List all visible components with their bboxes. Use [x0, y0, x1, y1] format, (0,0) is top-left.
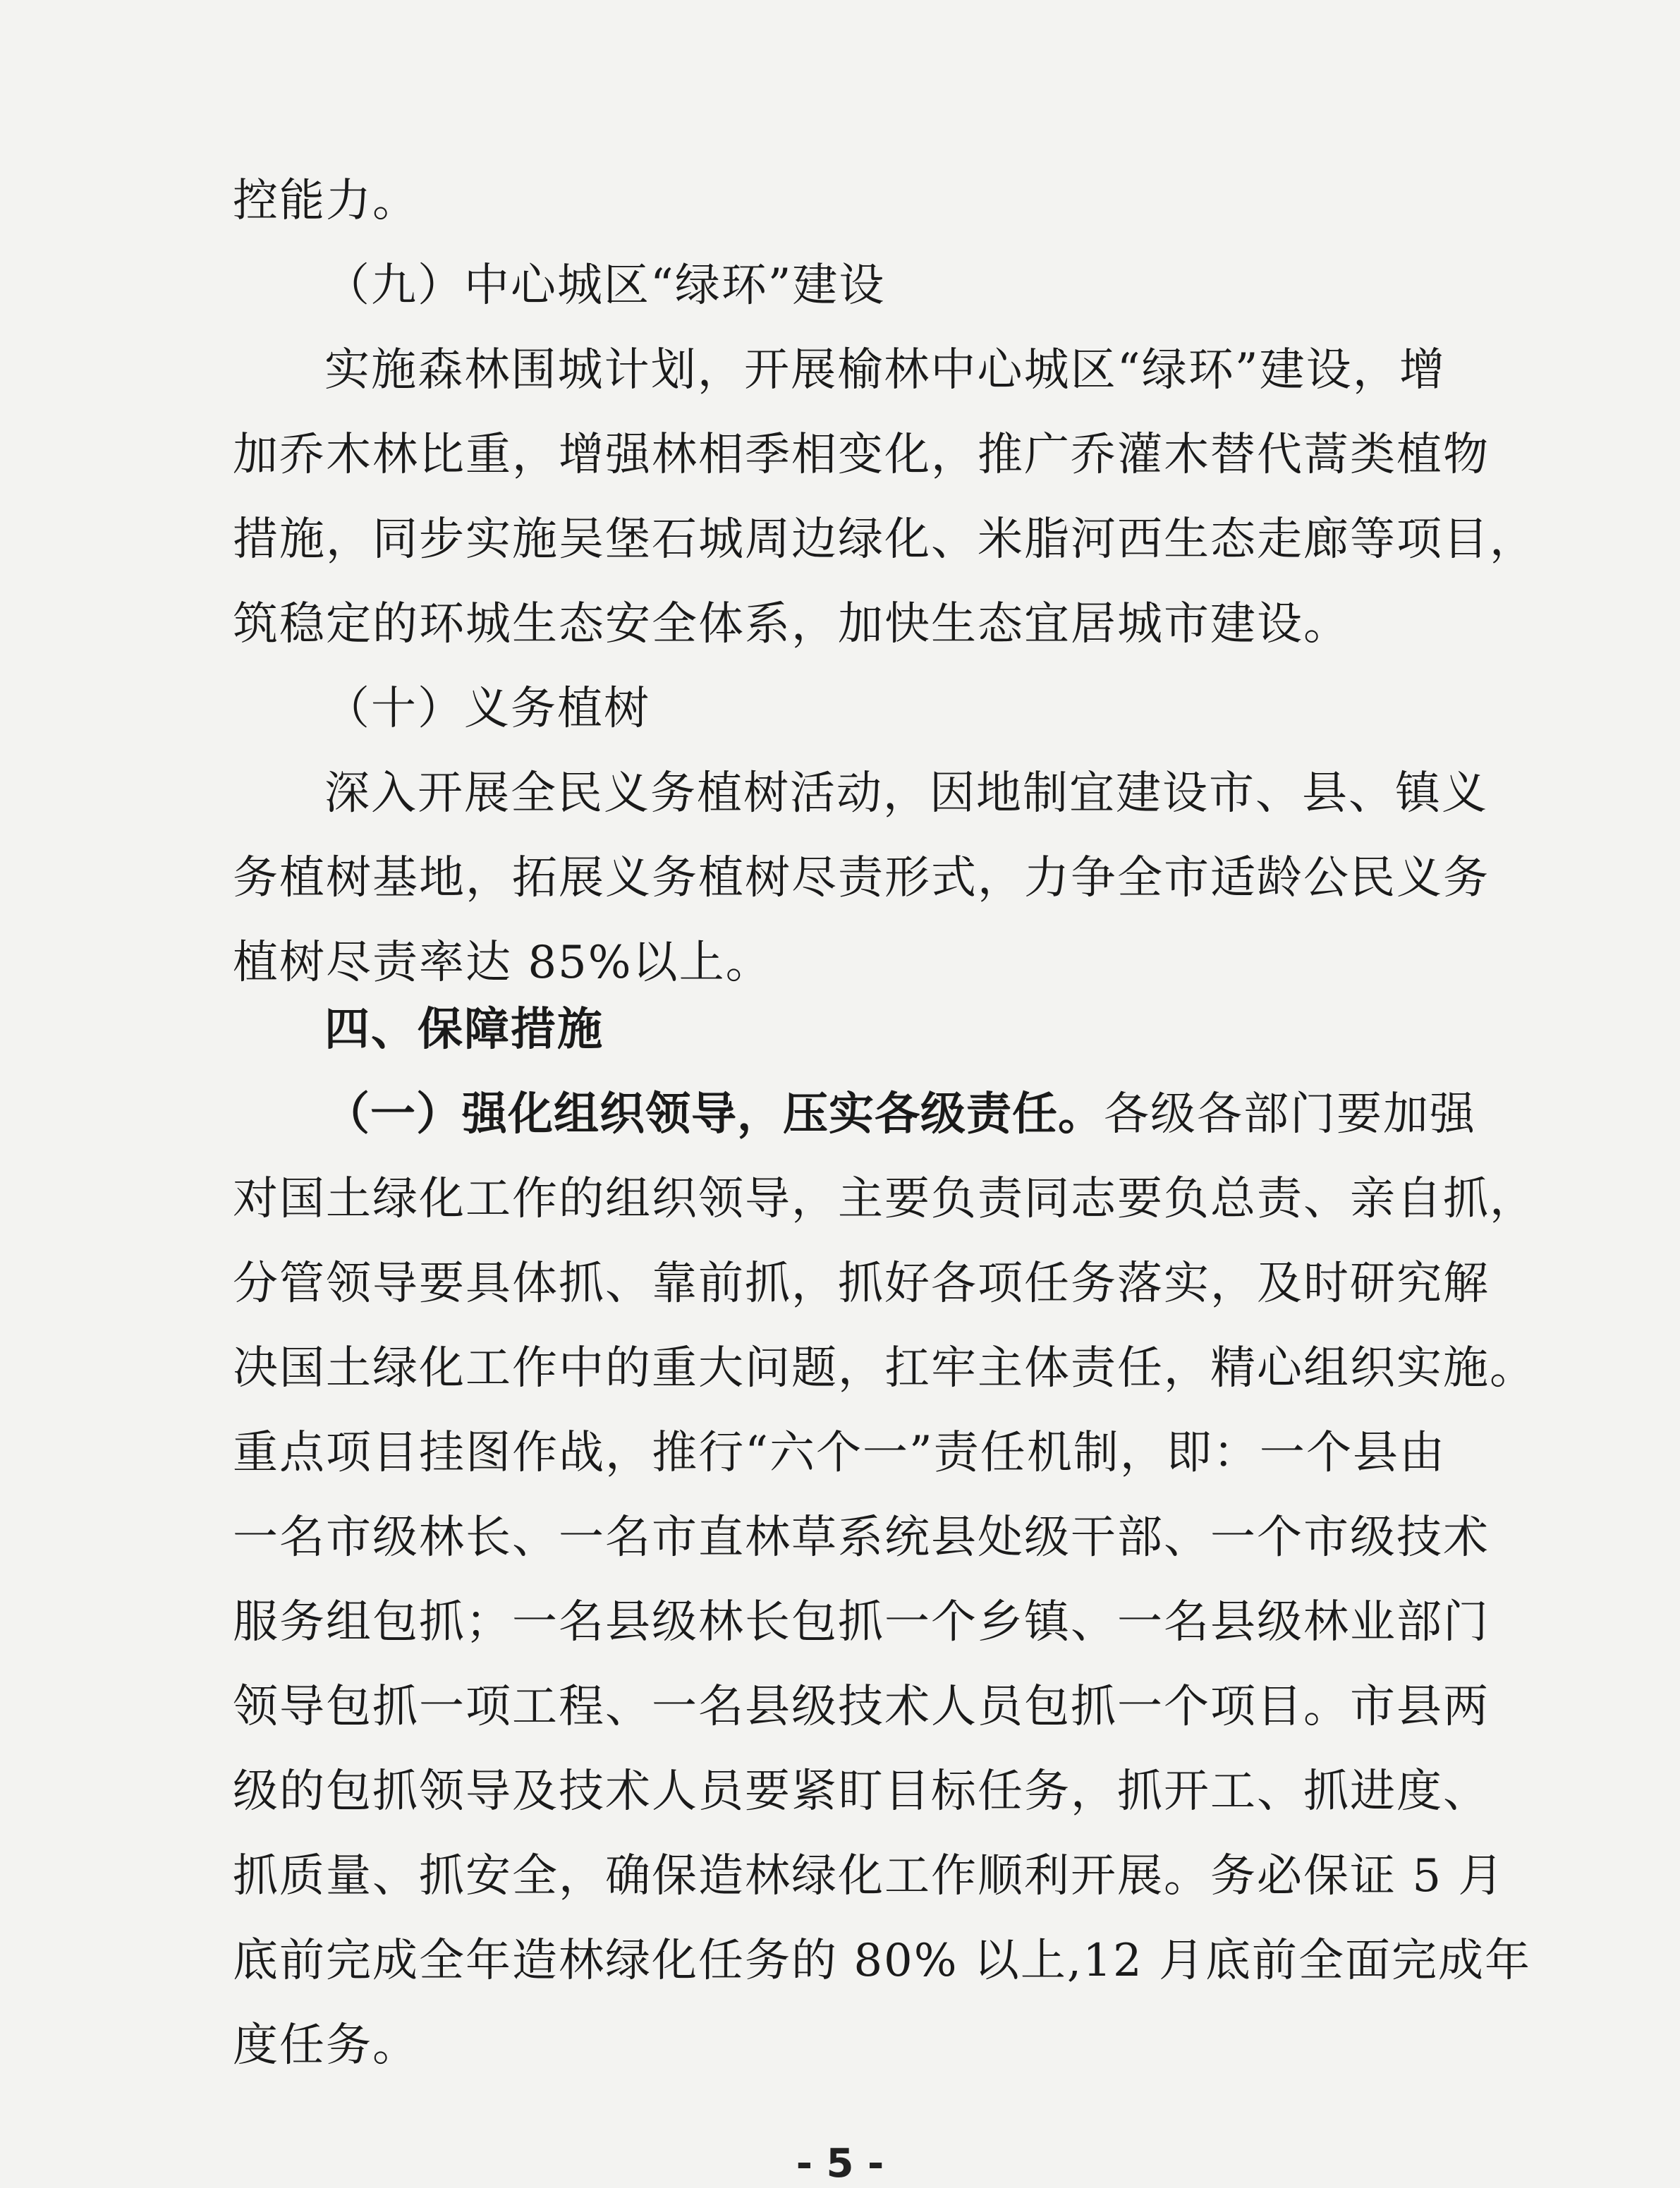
paragraph-line: 务植树基地，拓展义务植树尽责形式，力争全市适龄公民义务 — [233, 852, 1490, 904]
paragraph-line: 决国土绿化工作中的重大问题，扛牢主体责任，精心组织实施。 — [233, 1342, 1536, 1394]
paragraph-line: 服务组包抓；一名县级林长包抓一个乡镇、一名县级林业部门 — [233, 1596, 1490, 1648]
subheading-10: （十）义务植树 — [324, 683, 650, 735]
bold-lead-in: （一）强化组织领导，压实各级责任。 — [324, 1088, 1104, 1141]
paragraph-line: 植树尽责率达 85%以上。 — [233, 937, 772, 989]
paragraph-line: 加乔木林比重，增强林相季相变化，推广乔灌木替代蒿类植物 — [233, 429, 1490, 481]
paragraph-line: 措施，同步实施吴堡石城周边绿化、米脂河西生态走廊等项目， — [233, 513, 1536, 566]
paragraph-line: 领导包抓一项工程、一名县级技术人员包抓一个项目。市县两 — [233, 1681, 1490, 1733]
paragraph-line: 控能力。 — [233, 175, 419, 227]
paragraph-line: 实施森林围城计划，开展榆林中心城区“绿环”建设，增 — [324, 344, 1446, 396]
paragraph-line: 筑稳定的环城生态安全体系，加快生态宜居城市建设。 — [233, 598, 1350, 650]
paragraph-line: 抓质量、抓安全，确保造林绿化工作顺利开展。务必保证 5 月 — [233, 1850, 1505, 1902]
paragraph-line — [324, 1086, 1476, 1143]
paragraph-line: 深入开展全民义务植树活动，因地制宜建设市、县、镇义 — [324, 767, 1488, 820]
page-number: - 5 - — [796, 2141, 884, 2187]
paragraph-line: 级的包抓领导及技术人员要紧盯目标任务，抓开工、抓进度、 — [233, 1765, 1490, 1818]
paragraph-text: 各级各部门要加强 — [1104, 1088, 1476, 1141]
paragraph-line: 一名市级林长、一名市直林草系统县处级干部、一个市级技术 — [233, 1512, 1490, 1564]
paragraph-line: 对国土绿化工作的组织领导，主要负责同志要负总责、亲自抓， — [233, 1173, 1536, 1225]
paragraph-line: 分管领导要具体抓、靠前抓，抓好各项任务落实，及时研究解 — [233, 1258, 1490, 1310]
paragraph-line: 度任务。 — [233, 2019, 419, 2072]
paragraph-line: 底前完成全年造林绿化任务的 80% 以上,12 月底前全面完成年 — [233, 1935, 1532, 1987]
section-heading: 四、保障措施 — [324, 1004, 604, 1056]
paragraph-line: 重点项目挂图作战，推行“六个一”责任机制，即：一个县由 — [233, 1427, 1446, 1479]
subheading-9: （九）中心城区“绿环”建设 — [324, 260, 886, 312]
